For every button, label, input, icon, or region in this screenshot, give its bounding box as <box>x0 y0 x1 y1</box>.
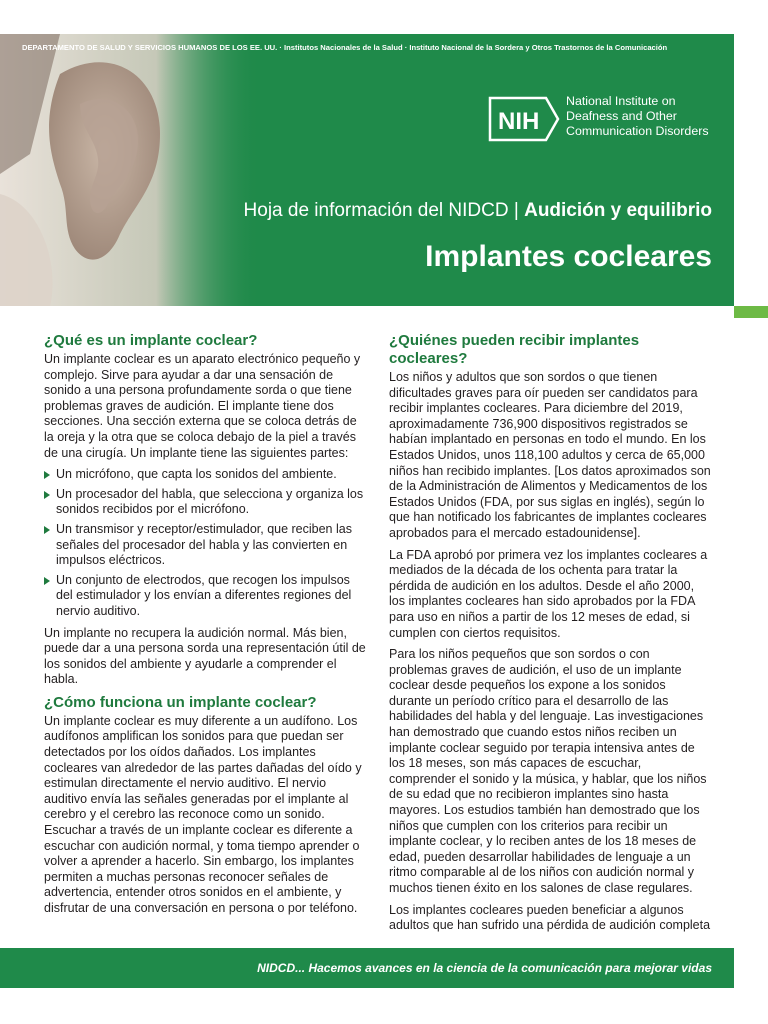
paragraph: Un implante coclear es un aparato electrónico pequeño y complejo. Sirve para ayudar a dar una sensación de sonido a una persona profundamente sorda o que tiene problemas graves de audición. El implante tiene dos secciones. Una sección externa que se coloca detrás de la oreja y la otra que se coloca debajo de la piel a través de una cirugía. Un implante tiene las siguientes partes: <box>44 352 361 460</box>
nih-logo-block <box>488 94 728 154</box>
accent-strip <box>734 306 768 318</box>
svg-text:NIH: NIH <box>498 108 540 135</box>
footer-tagline: NIDCD... Hacemos avances en la ciencia de la comunicación para mejorar vidas <box>257 961 712 975</box>
paragraph: Un implante coclear es muy diferente a un audífono. Los audífonos amplifican los sonidos para que puedan ser detectados por los oídos dañados. Los implantes cocleares van alrededor de las partes dañadas del oído y estimulan directamente el nervio auditivo. El nervio auditivo envía las señales generadas por el implante al cerebro y el cerebro las reconoce como un sonido. Escuchar a través de un implante coclear es diferente a escuchar con audición normal, y toma tiempo aprender o volver a aprender a hacerlo. Sin embargo, los implantes permiten a muchas personas reconocer señales de advertencia, entender otros sonidos en el ambiente, y disfrutar de una conversación en persona o por teléfono. <box>44 713 362 915</box>
institute-name-line-3: Communication Disorders <box>566 124 709 138</box>
paragraph: Los niños y adultos que son sordos o que tienen dificultades graves para oír pueden ser candidatos para recibir implantes cocleares. Para diciembre del 2019, aproximadamente 736,900 dispositivos registrados se habían implantado en personas en todo el mundo. En los Estados Unidos, unos 118,100 adultos y cerca de 65,000 niños han recibido implantes. [Los datos aproximados son de la Administración de Alimentos y Medicamentos de los Estados Unidos (FDA, por sus siglas en inglés), según lo que han notificado los fabricantes de implantes cocleares aprobados para el mercado estadounidense]. <box>389 370 711 540</box>
institute-name <box>566 94 726 139</box>
section-heading-what-is: ¿Qué es un implante coclear? <box>44 332 258 349</box>
paragraph: La FDA aprobó por primera vez los implantes cocleares a mediados de la década de los ochenta para tratar la pérdida de audición en los adultos. Desde el año 2000, los implantes cocleares han sido aprobados por la FDA para uso en niños a partir de los 12 meses de edad, si cumplen con ciertos requisitos. <box>389 547 708 640</box>
list-item: Un procesador del habla, que selecciona y organiza los sonidos recibidos por el micrófono. <box>44 487 366 518</box>
nih-logo <box>488 94 560 144</box>
subtitle-topic: Audición y equilibrio <box>524 200 712 221</box>
section-heading-who-can: ¿Quiénes pueden recibir implantes cocleares? <box>389 332 640 367</box>
ear-photo <box>0 34 260 306</box>
fact-sheet-subtitle <box>244 200 712 222</box>
section-heading-how-it-works: ¿Cómo funciona un implante coclear? <box>44 693 317 711</box>
right-column <box>389 332 711 940</box>
agency-line: DEPARTAMENTO DE SALUD Y SERVICIOS HUMANOS DE LOS EE. UU. · Institutos Nacionales de la Salud · Instituto Nacional de la Sordera y Otros Trastornos de la Comunicación <box>22 43 668 52</box>
arrow-bullet-icon <box>44 471 50 479</box>
institute-name-line-1: National Institute on <box>566 94 676 108</box>
left-column <box>44 332 366 923</box>
arrow-bullet-icon <box>44 491 50 499</box>
paragraph: Para los niños pequeños que son sordos o con problemas graves de audición, el uso de un implante coclear desde pequeños los expone a los sonidos durante un período crítico para el desarrollo de las habilidades del habla y del lenguaje. Las investigaciones han demostrado que cuando estos niños reciben un implante coclear seguido por terapia intensiva antes de los 18 meses, son más capaces de escuchar, comprender el sonido y la música, y hablar, que los niños de su edad que no recibieron implantes sino hasta mayores. Los estudios también han demostrado que los niños que cumplen con los criterios para recibir un implante coclear, y lo reciben antes de los 18 meses de edad, pueden desarrollar habilidades de lenguaje a un ritmo comparable al de los niños con audición normal y muchos tienen éxito en los salones de clase regulares. <box>389 647 707 895</box>
page-title: Implantes cocleares <box>425 240 712 273</box>
arrow-bullet-icon <box>44 577 50 585</box>
list-item: Un transmisor y receptor/estimulador, que reciben las señales del procesador del habla y las convierten en impulsos eléctricos. <box>44 522 366 569</box>
paragraph: Los implantes cocleares pueden beneficiar a algunos adultos que han sufrido una pérdida de audición completa <box>389 902 711 933</box>
subtitle-separator: | <box>513 200 519 221</box>
list-item: Un conjunto de electrodos, que recogen los impulsos del estimulador y los envían a diferentes regiones del nervio auditivo. <box>44 573 366 620</box>
header-banner <box>0 34 734 306</box>
paragraph: Un implante no recupera la audición normal. Más bien, puede dar a una persona sorda una representación útil de los sonidos del ambiente y ayudarle a comprender el habla. <box>44 625 366 687</box>
institute-name-line-2: Deafness and Other <box>566 109 677 123</box>
arrow-bullet-icon <box>44 526 50 534</box>
list-item: Un micrófono, que capta los sonidos del ambiente. <box>44 467 366 483</box>
subtitle-series: Hoja de información del NIDCD <box>243 200 509 221</box>
parts-list <box>44 467 366 619</box>
footer-banner <box>0 948 734 988</box>
